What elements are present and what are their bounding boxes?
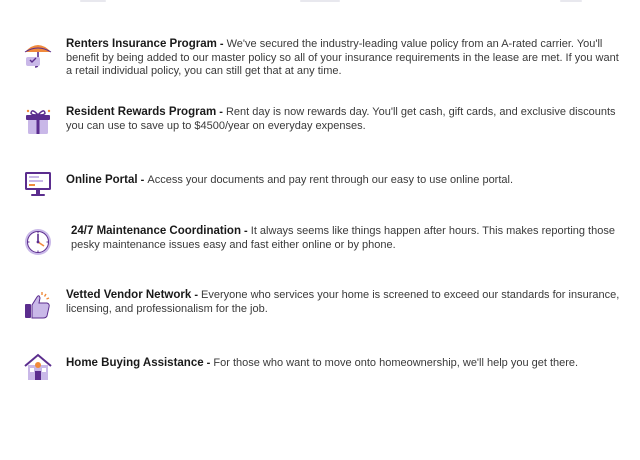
house-icon xyxy=(22,351,54,383)
feature-title: Home Buying Assistance xyxy=(66,357,204,369)
feature-title: Online Portal xyxy=(66,174,138,186)
feature-vetted-vendor: Vetted Vendor Network - Everyone who services your home is screened to exceed our standards for insurance, licensing, and professionalism for the job. xyxy=(22,289,622,321)
computer-monitor-icon xyxy=(22,168,54,200)
feature-description: Everyone who services your home is screened to exceed our standards for insurance, licensing, and professionalism for the job. xyxy=(66,289,620,315)
clock-icon xyxy=(22,225,54,257)
thumbs-up-icon xyxy=(22,289,54,321)
feature-title: Vetted Vendor Network xyxy=(66,289,192,301)
feature-title: Renters Insurance Program xyxy=(66,38,217,50)
feature-description: We've secured the industry-leading value policy from an A-rated carrier. You'll benefit by being added to our master policy so all of your insurance requirements in the lease are met. If you want a retail individual policy, you can still get that at any time. xyxy=(66,38,619,77)
feature-description: It always seems like things happen after hours. This makes reporting those pesky maintenance issues easy and fast either online or by phone. xyxy=(71,225,615,251)
feature-description: Access your documents and pay rent through our easy to use online portal. xyxy=(147,174,514,186)
feature-description: For those who want to move onto homeownership, we'll help you get there. xyxy=(213,357,579,369)
feature-title: 24/7 Maintenance Coordination xyxy=(71,225,241,237)
feature-online-portal: Online Portal - Access your documents and pay rent through our easy to use online portal. xyxy=(22,168,622,198)
top-edge-fragments xyxy=(0,0,640,6)
umbrella-icon xyxy=(22,38,54,70)
feature-description: Rent day is now rewards day. You'll get cash, gift cards, and exclusive discounts you can use to save up to $4500/year on everyday expenses. xyxy=(66,106,616,132)
feature-renters-insurance: Renters Insurance Program - We've secured the industry-leading value policy from an A-rated carrier. You'll benefit by being added to our master policy so all of your insurance requirements in the lease are met. If you want a retail individual policy, you can still get that at any time. xyxy=(22,38,622,82)
feature-title: Resident Rewards Program xyxy=(66,106,217,118)
gift-icon xyxy=(22,106,54,138)
feature-home-buying: Home Buying Assistance - For those who want to move onto homeownership, we'll help you get there. xyxy=(22,351,622,381)
feature-resident-rewards: Resident Rewards Program - Rent day is now rewards day. You'll get cash, gift cards, and exclusive discounts you can use to save up to $4500/year on everyday expenses. xyxy=(22,106,622,138)
feature-maintenance: 24/7 Maintenance Coordination - It always seems like things happen after hours. This makes reporting those pesky maintenance issues easy and fast either online or by phone. xyxy=(22,225,622,257)
